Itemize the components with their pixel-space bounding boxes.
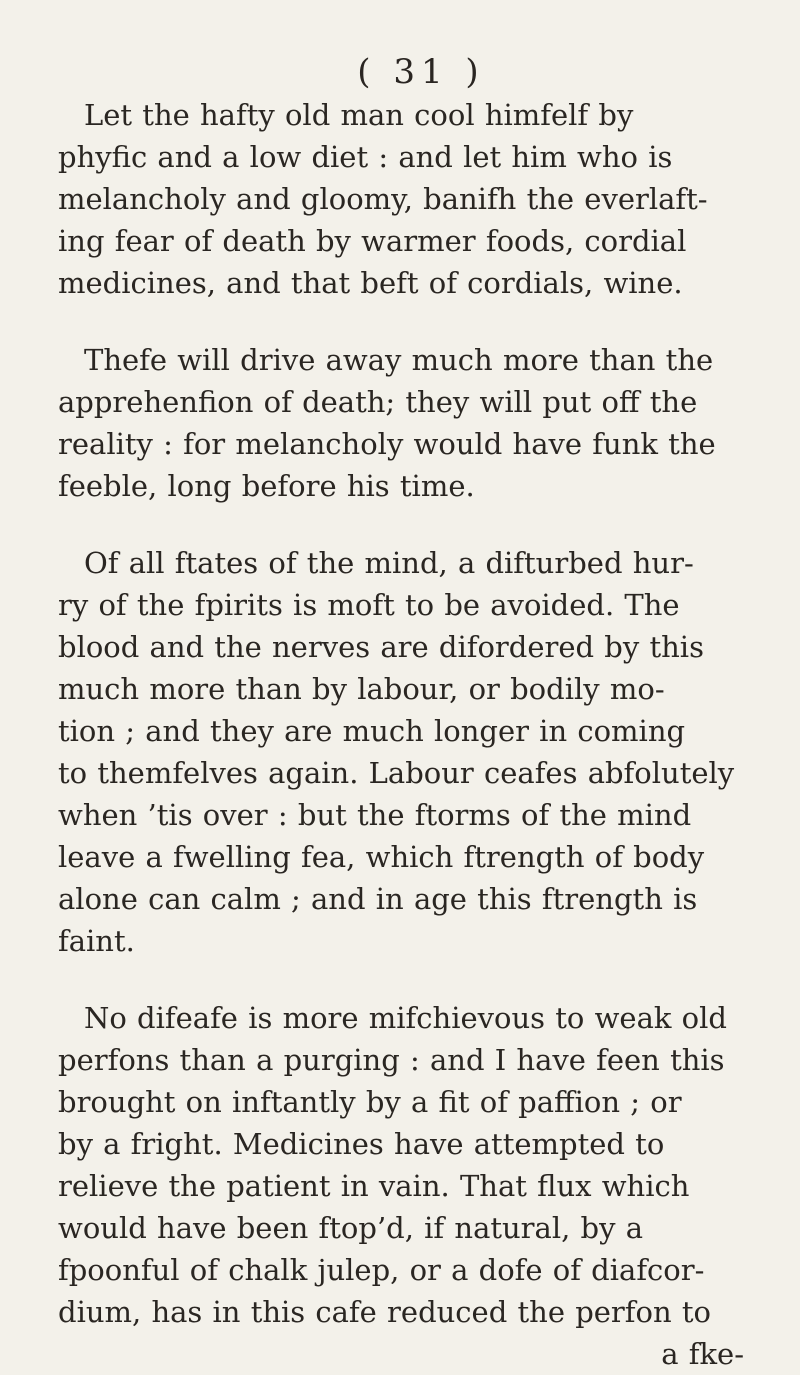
text-line: alone can calm ; and in age this ftrength is [58, 882, 698, 916]
text-line: feeble, long before his time. [58, 469, 475, 503]
text-line: relieve the patient in vain. That flux which [58, 1169, 690, 1203]
text-line: melancholy and gloomy, banifh the everlaft- [58, 182, 708, 216]
text-line: blood and the nerves are difordered by this [58, 630, 704, 664]
text-line: brought on inftantly by a fit of paffion ; or [58, 1085, 682, 1119]
text-line: ing fear of death by warmer foods, cordial [58, 224, 687, 258]
text-line: Of all ftates of the mind, a difturbed hur- [84, 546, 694, 580]
text-line: when ’tis over : but the ftorms of the mind [58, 798, 692, 832]
text-line: apprehenfion of death; they will put off the [58, 385, 698, 419]
text-line: fpoonful of chalk julep, or a dofe of diafcor- [58, 1253, 705, 1287]
catchword: a fke- [661, 1337, 744, 1371]
paragraph-3 [58, 542, 754, 962]
text-line: medicines, and that beft of cordials, wine. [58, 266, 683, 300]
paragraph-2 [58, 339, 754, 507]
text-line: No difeafe is more mifchievous to weak old [84, 1001, 727, 1035]
text-line: leave a fwelling fea, which ftrength of body [58, 840, 705, 874]
text-line: by a fright. Medicines have attempted to [58, 1127, 665, 1161]
text-line: dium, has in this cafe reduced the perfon to [58, 1295, 711, 1329]
text-line: much more than by labour, or bodily mo- [58, 672, 665, 706]
text-line: would have been ftop’d, if natural, by a [58, 1211, 644, 1245]
paragraph-4 [58, 997, 754, 1375]
text-line: phyfic and a low diet : and let him who is [58, 140, 673, 174]
text-line: perfons than a purging : and I have feen this [58, 1043, 725, 1077]
text-line: Let the hafty old man cool himfelf by [84, 98, 634, 132]
text-line: to themfelves again. Labour ceafes abfolutely [58, 756, 735, 790]
text-line: Thefe will drive away much more than the [84, 343, 714, 377]
text-line: faint. [58, 924, 135, 958]
text-line: ry of the fpirits is moft to be avoided. The [58, 588, 680, 622]
text-line: reality : for melancholy would have funk the [58, 427, 716, 461]
text-line: tion ; and they are much longer in coming [58, 714, 686, 748]
page-number: ( 31 ) [357, 52, 485, 92]
paragraph-1 [58, 94, 754, 304]
